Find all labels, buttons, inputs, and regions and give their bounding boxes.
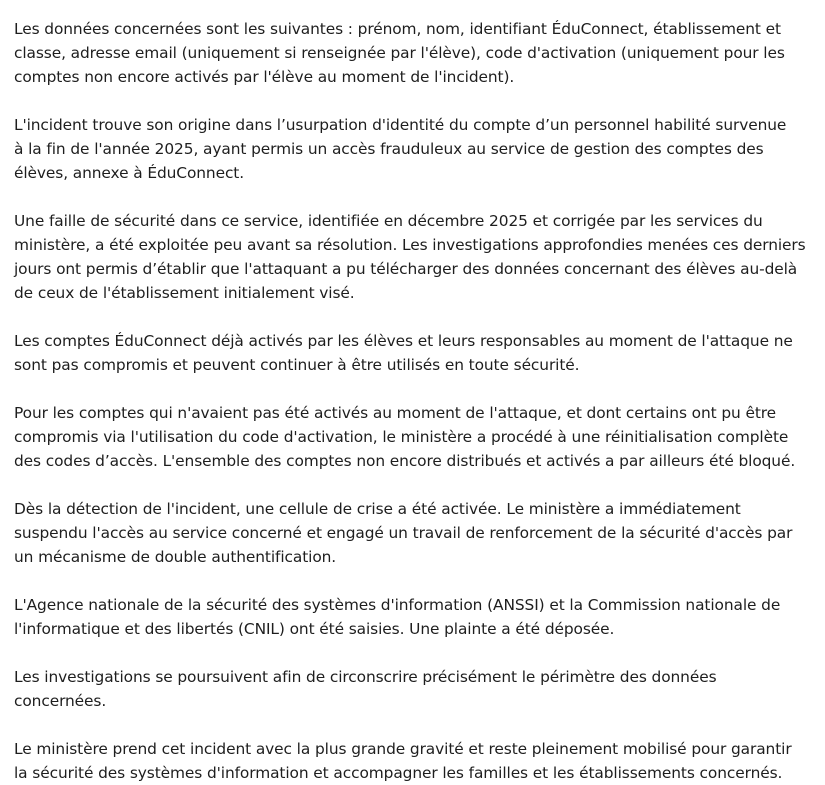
text-line: Les investigations se poursuivent afin de circonscrire précisément le périmètre des données <box>14 668 717 686</box>
paragraph-data-concerned <box>14 17 814 89</box>
text-line: Les comptes ÉduConnect déjà activés par les élèves et leurs responsables au moment de l'attaque ne <box>14 332 793 350</box>
text-line: Une faille de sécurité dans ce service, identifiée en décembre 2025 et corrigée par les services du <box>14 212 763 230</box>
text-line: des codes d’accès. L'ensemble des comptes non encore distribués et activés a par ailleurs été bloqué. <box>14 452 796 470</box>
text-line: l'informatique et des libertés (CNIL) ont été saisies. Une plainte a été déposée. <box>14 620 615 638</box>
paragraph-crisis-cell <box>14 497 814 569</box>
paragraph-investigations <box>14 665 814 713</box>
text-line: Le ministère prend cet incident avec la plus grande gravité et reste pleinement mobilisé pour garantir <box>14 740 792 758</box>
text-line: concernées. <box>14 692 107 710</box>
text-line: classe, adresse email (uniquement si renseignée par l'élève), code d'activation (uniquement pour les <box>14 44 785 62</box>
paragraph-activated-accounts <box>14 329 814 377</box>
text-line: Pour les comptes qui n'avaient pas été activés au moment de l'attaque, et dont certains ont pu être <box>14 404 777 422</box>
text-line: élèves, annexe à ÉduConnect. <box>14 164 245 182</box>
text-line: de ceux de l'établissement initialement visé. <box>14 284 355 302</box>
paragraph-anssi-cnil <box>14 593 814 641</box>
text-line: la sécurité des systèmes d'information et accompagner les familles et les établissements concernés. <box>14 764 783 782</box>
text-line: suspendu l'accès au service concerné et engagé un travail de renforcement de la sécurité d'accès par <box>14 524 793 542</box>
text-line: ministère, a été exploitée peu avant sa résolution. Les investigations approfondies menées ces derniers <box>14 236 806 254</box>
text-line: jours ont permis d’établir que l'attaquant a pu télécharger des données concernant des élèves au-delà <box>14 260 798 278</box>
text-line: L'incident trouve son origine dans l’usurpation d'identité du compte d’un personnel habilité survenue <box>14 116 787 134</box>
text-line: L'Agence nationale de la sécurité des systèmes d'information (ANSSI) et la Commission nationale de <box>14 596 781 614</box>
paragraph-incident-origin <box>14 113 814 185</box>
text-line: Les données concernées sont les suivantes : prénom, nom, identifiant ÉduConnect, établissement et <box>14 20 781 38</box>
text-line: un mécanisme de double authentification. <box>14 548 337 566</box>
text-line: sont pas compromis et peuvent continuer à être utilisés en toute sécurité. <box>14 356 580 374</box>
text-line: comptes non encore activés par l'élève au moment de l'incident). <box>14 68 515 86</box>
text-line: compromis via l'utilisation du code d'activation, le ministère a procédé à une réinitialisation complète <box>14 428 789 446</box>
paragraph-security-flaw <box>14 209 814 305</box>
text-line: à la fin de l'année 2025, ayant permis un accès frauduleux au service de gestion des comptes des <box>14 140 764 158</box>
paragraph-ministry-commitment <box>14 737 814 785</box>
text-line: Dès la détection de l'incident, une cellule de crise a été activée. Le ministère a immédiatement <box>14 500 741 518</box>
paragraph-non-activated-accounts <box>14 401 814 473</box>
